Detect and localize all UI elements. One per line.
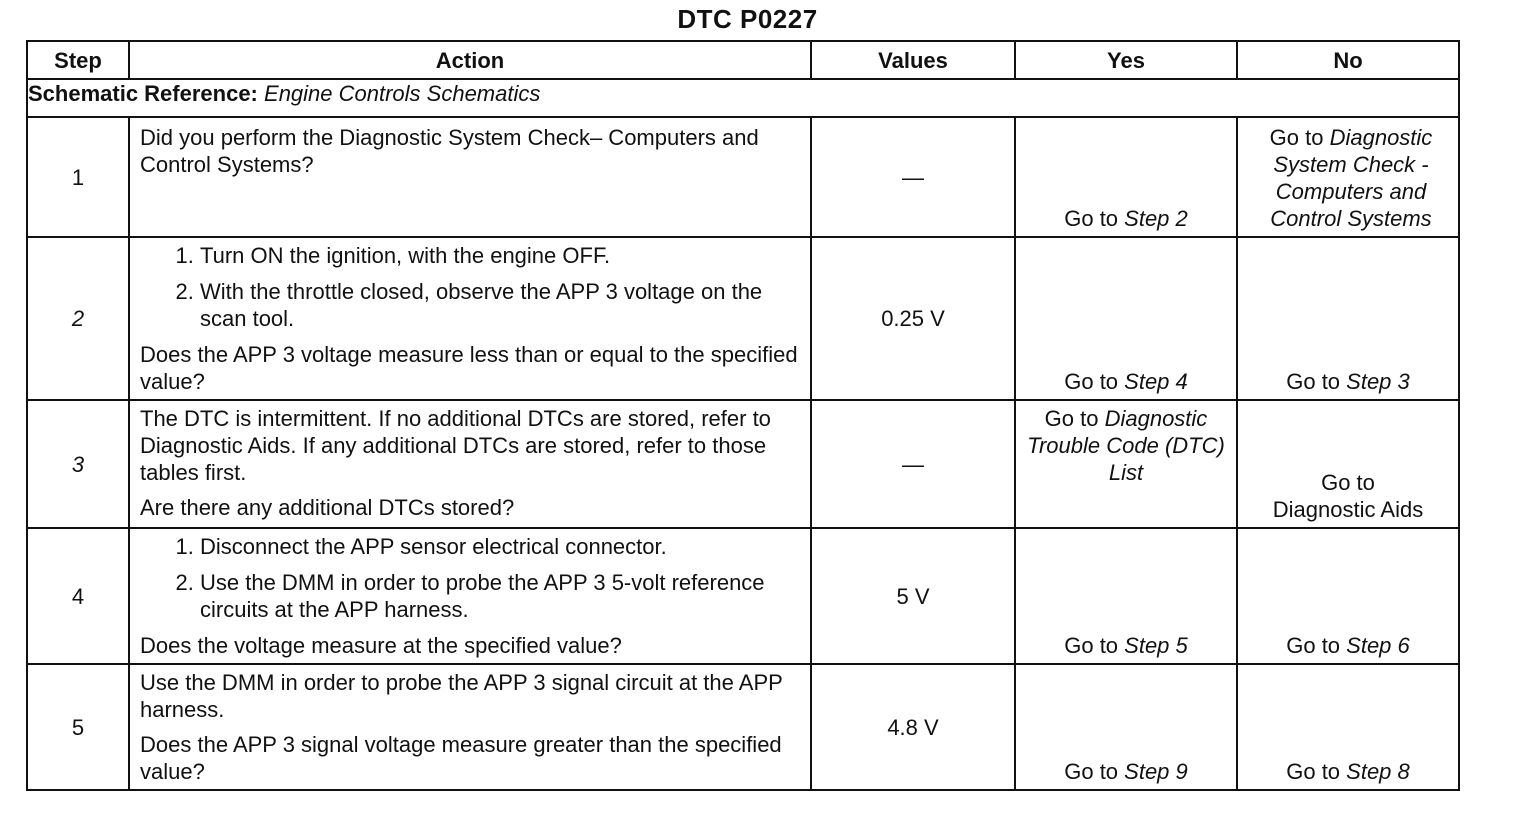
yes-prefix: Go to [1064, 369, 1125, 394]
yes-link[interactable]: Step 9 [1124, 759, 1188, 784]
no-cell [1237, 237, 1459, 400]
no-prefix: Go to [1269, 125, 1330, 150]
table-row [27, 400, 1459, 528]
value-cell: — [811, 117, 1015, 237]
table-row [27, 117, 1459, 237]
step-number: 3 [27, 400, 129, 528]
no-cell [1237, 400, 1459, 528]
step-number: 4 [27, 528, 129, 664]
no-link[interactable]: Step 3 [1346, 369, 1410, 394]
header-no: No [1237, 41, 1459, 79]
action-cell [129, 664, 811, 790]
action-step: 1. Disconnect the APP sensor electrical connector. [200, 533, 802, 560]
no-link[interactable]: Diagnostic Aids [1272, 497, 1424, 522]
action-step: 2. With the throttle closed, observe the APP 3 voltage on the scan tool. [200, 278, 802, 332]
action-cell [129, 400, 811, 528]
yes-cell [1015, 664, 1237, 790]
page-title: DTC P0227 [677, 4, 818, 34]
yes-prefix: Go to [1064, 633, 1125, 658]
action-cell [129, 528, 811, 664]
value-cell: 5 V [811, 528, 1015, 664]
yes-prefix: Go to [1064, 206, 1125, 231]
no-link[interactable]: Diagnostic System Check - Computers and Control Systems [1270, 125, 1433, 231]
schematic-reference-label: Schematic Reference: [28, 81, 258, 106]
no-cell [1237, 664, 1459, 790]
action-text: Use the DMM in order to probe the APP 3 signal circuit at the APP harness. [140, 670, 783, 722]
no-cell [1237, 117, 1459, 237]
header-step: Step [27, 41, 129, 79]
header-yes: Yes [1015, 41, 1237, 79]
action-cell [129, 117, 811, 237]
yes-cell [1015, 528, 1237, 664]
action-step: 2. Use the DMM in order to probe the APP 3 5-volt reference circuits at the APP harness. [200, 569, 802, 623]
yes-prefix: Go to [1064, 759, 1125, 784]
yes-link[interactable]: Step 5 [1124, 633, 1188, 658]
value-cell: 4.8 V [811, 664, 1015, 790]
action-cell [129, 237, 811, 400]
no-prefix: Go to [1286, 759, 1347, 784]
no-prefix: Go to [1321, 470, 1375, 495]
action-step: 1. Turn ON the ignition, with the engine OFF. [200, 242, 802, 269]
action-question: Does the voltage measure at the specified value? [140, 633, 622, 658]
no-cell [1237, 528, 1459, 664]
table-header-row [27, 41, 1459, 79]
schematic-reference-link[interactable]: Engine Controls Schematics [264, 81, 541, 106]
no-link[interactable]: Step 8 [1346, 759, 1410, 784]
yes-cell [1015, 117, 1237, 237]
action-question: Does the APP 3 voltage measure less than or equal to the specified value? [140, 342, 798, 394]
action-text: The DTC is intermittent. If no additional DTCs are stored, refer to Diagnostic Aids. If any additional DTCs are stored, refer to those tables first. [140, 406, 771, 485]
action-steps-list [140, 533, 802, 623]
table-row [27, 664, 1459, 790]
yes-cell [1015, 237, 1237, 400]
step-number: 5 [27, 664, 129, 790]
action-question: Are there any additional DTCs stored? [140, 495, 515, 520]
yes-link[interactable]: Step 2 [1124, 206, 1188, 231]
action-text: Did you perform the Diagnostic System Check– Computers and Control Systems? [140, 125, 759, 177]
yes-link[interactable]: Diagnostic Trouble Code (DTC) List [1027, 406, 1225, 485]
action-question: Does the APP 3 signal voltage measure greater than the specified value? [140, 732, 782, 784]
table-row [27, 237, 1459, 400]
no-link[interactable]: Step 6 [1346, 633, 1410, 658]
step-number: 1 [27, 117, 129, 237]
header-values: Values [811, 41, 1015, 79]
yes-cell [1015, 400, 1237, 528]
yes-link[interactable]: Step 4 [1124, 369, 1188, 394]
header-action: Action [129, 41, 811, 79]
table-row [27, 528, 1459, 664]
value-cell: — [811, 400, 1015, 528]
schematic-reference-row [27, 79, 1459, 117]
diagnostic-table [26, 40, 1460, 791]
action-steps-list [140, 242, 802, 332]
schematic-reference-cell [27, 79, 1459, 117]
no-prefix: Go to [1286, 369, 1347, 394]
value-cell: 0.25 V [811, 237, 1015, 400]
yes-prefix: Go to [1044, 406, 1105, 431]
step-number: 2 [27, 237, 129, 400]
no-prefix: Go to [1286, 633, 1347, 658]
